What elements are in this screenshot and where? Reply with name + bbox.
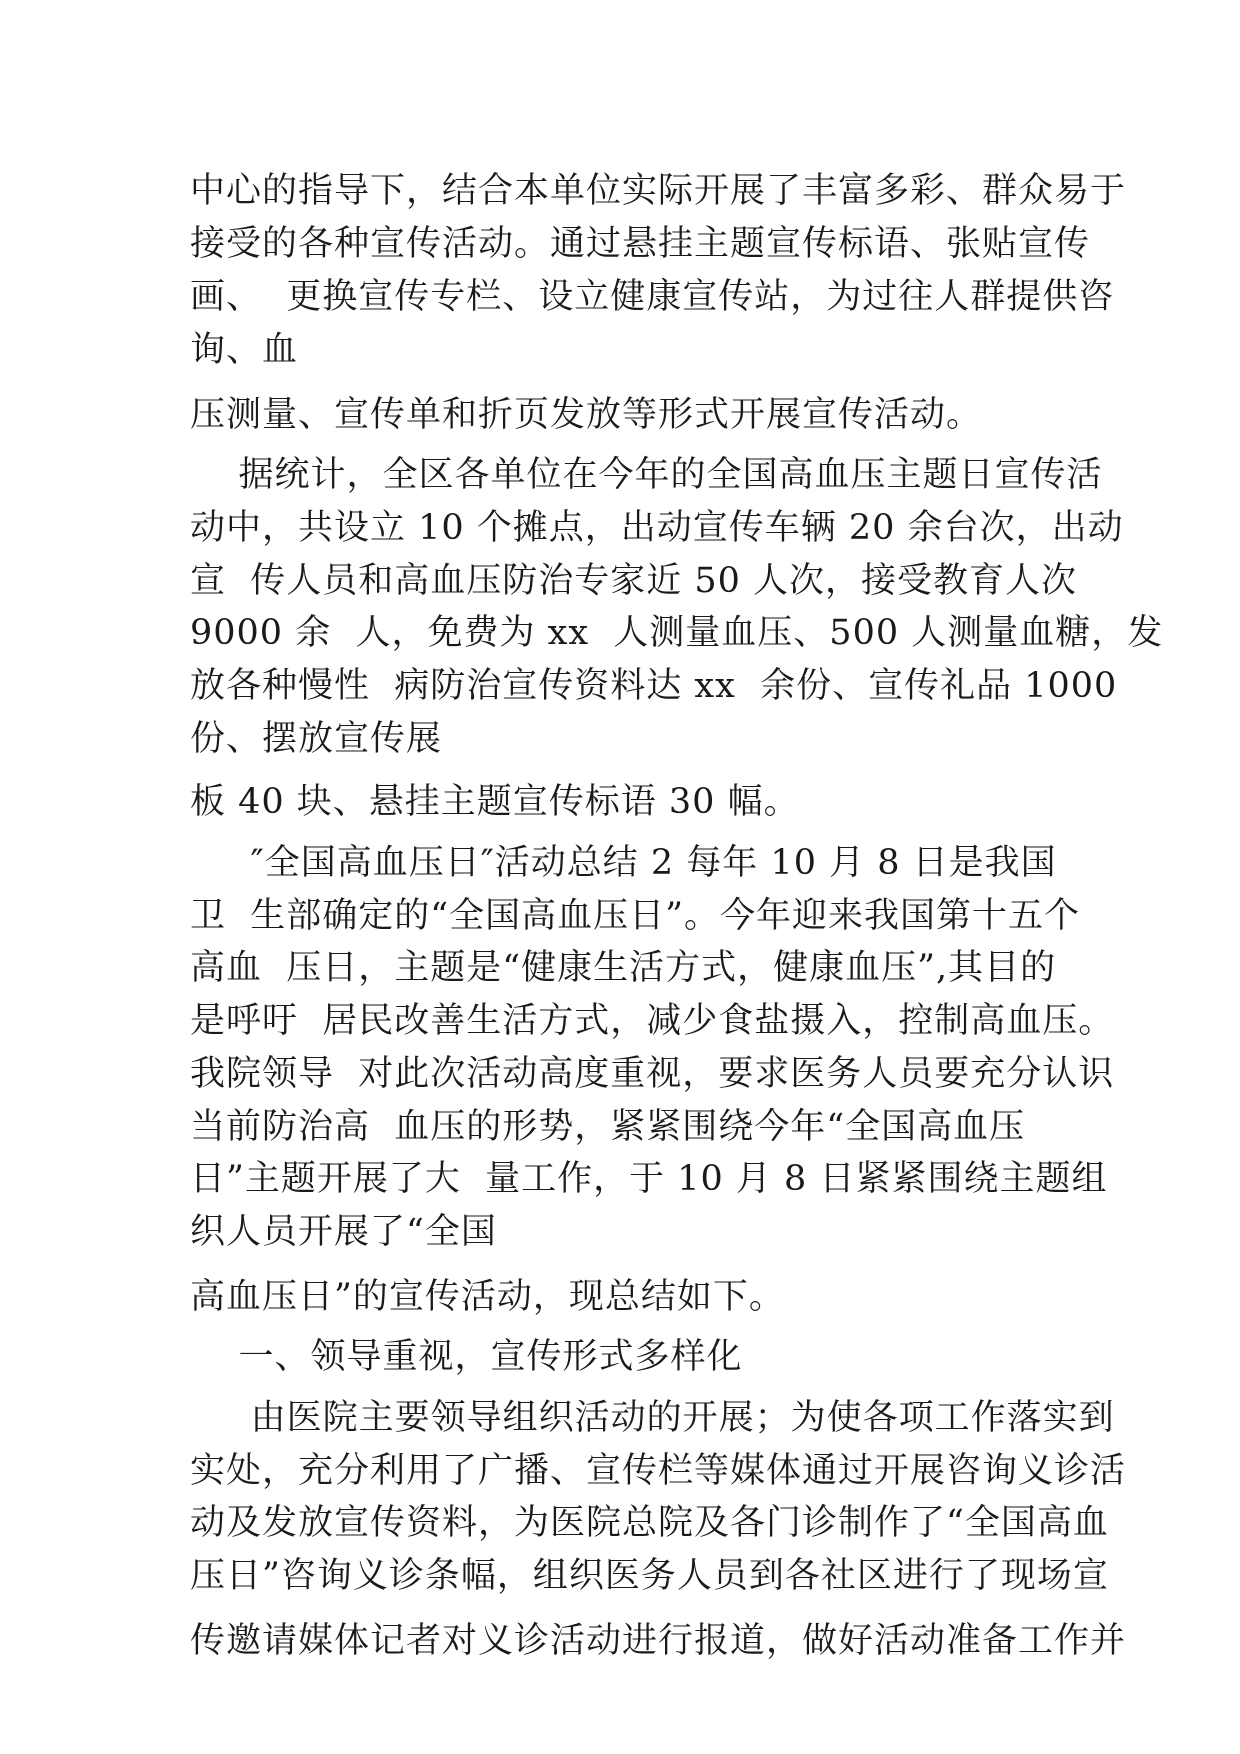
- text-line: ″全国高血压日″活动总结 2 每年 10 月 8 日是我国: [190, 843, 1057, 883]
- text-line: 板 40 块、悬挂主题宣传标语 30 幅。: [190, 782, 800, 822]
- text-line: 是呼吁 居民改善生活方式，减少食盐摄入，控制高血压。: [190, 1001, 1115, 1041]
- text-line: 日”主题开展了大 量工作，于 10 月 8 日紧紧围绕主题组: [190, 1159, 1108, 1199]
- text-line: 高血 压日，主题是“健康生活方式，健康血压”,其目的: [190, 948, 1057, 988]
- text-line: 压测量、宣传单和折页发放等形式开展宣传活动。: [190, 395, 983, 435]
- text-line: 接受的各种宣传活动。通过悬挂主题宣传标语、张贴宣传: [190, 224, 1091, 264]
- text-line: 高血压日”的宣传活动，现总结如下。: [190, 1277, 785, 1317]
- text-line: 中心的指导下，结合本单位实际开展了丰富多彩、群众易于: [190, 171, 1127, 211]
- text-line: 当前防治高 血压的形势，紧紧围绕今年“全国高血压: [190, 1107, 1026, 1147]
- text-line: 动中，共设立 10 个摊点，出动宣传车辆 20 余台次，出动: [190, 508, 1124, 548]
- text-line: 我院领导 对此次活动高度重视，要求医务人员要充分认识: [190, 1054, 1115, 1094]
- text-line: 卫 生部确定的“全国高血压日”。今年迎来我国第十五个: [190, 896, 1081, 936]
- text-line: 9000 余 人，免费为 xx 人测量血压、500 人测量血糖，发: [190, 613, 1164, 653]
- text-line: 实处，充分利用了广播、宣传栏等媒体通过开展咨询义诊活: [190, 1451, 1127, 1491]
- text-line: 放各种慢性 病防治宣传资料达 xx 余份、宣传礼品 1000: [190, 666, 1118, 706]
- text-line: 询、血: [190, 330, 299, 370]
- text-line: 织人员开展了“全国: [190, 1212, 497, 1252]
- text-line: 压日”咨询义诊条幅，组织医务人员到各社区进行了现场宣: [190, 1556, 1109, 1596]
- text-line: 传邀请媒体记者对义诊活动进行报道，做好活动准备工作并: [190, 1621, 1127, 1661]
- text-line: 画、 更换宣传专栏、设立健康宣传站，为过往人群提供咨: [190, 277, 1115, 317]
- text-line: 一、领导重视，宣传形式多样化: [190, 1337, 743, 1377]
- text-line: 份、摆放宣传展: [190, 719, 443, 759]
- text-line: 据统计，全区各单位在今年的全国高血压主题日宣传活: [190, 455, 1103, 495]
- text-line: 动及发放宣传资料，为医院总院及各门诊制作了“全国高血: [190, 1503, 1109, 1543]
- text-line: 由医院主要领导组织活动的开展；为使各项工作落实到: [190, 1398, 1115, 1438]
- text-line: 宣 传人员和高血压防治专家近 50 人次，接受教育人次: [190, 561, 1078, 601]
